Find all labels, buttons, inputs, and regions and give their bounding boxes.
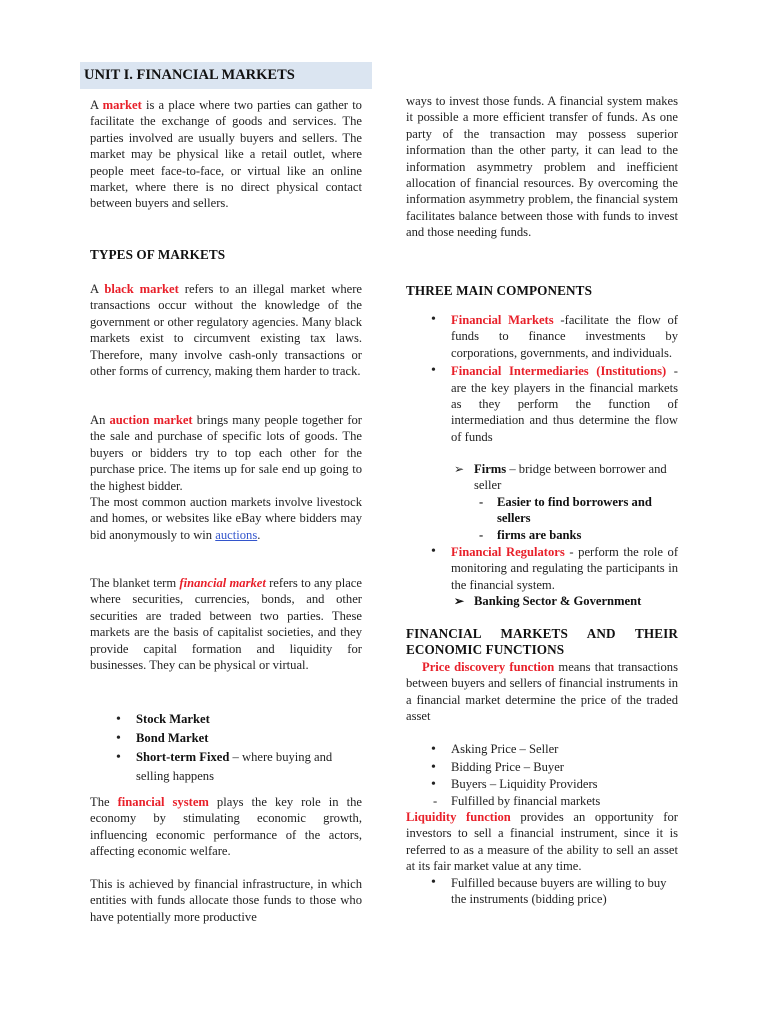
firms-list bbox=[474, 461, 678, 494]
list-item: - Easier to find borrowers and sellers bbox=[497, 494, 678, 527]
term-black-market: black market bbox=[104, 282, 179, 296]
list-item: • Asking Price – Seller bbox=[451, 741, 678, 759]
list-item: • Financial Markets -facilitate the flow of funds to finance investments by corporations, governments, and individuals. bbox=[451, 312, 678, 361]
types-heading: TYPES OF MARKETS bbox=[90, 247, 226, 262]
continuation-paragraph: ways to invest those funds. A financial system makes it possible a more efficient transfer of funds. As one party of the transaction may possess superior information than the other party, it can lead to the information asymmetry problem and inefficient allocation of financial resources. By overcoming the information asymmetry problem, the financial system facilitates balance between those with funds to invest and those needing funds. bbox=[406, 94, 678, 240]
term-financial-intermediaries: Financial Intermediaries (Institutions) bbox=[451, 364, 667, 379]
list-item: - firms are banks bbox=[497, 527, 678, 543]
list-item: • Stock Market bbox=[136, 710, 362, 729]
price-list bbox=[451, 741, 678, 809]
list-item: • Bond Market bbox=[136, 729, 362, 748]
price-discovery-paragraph: Price discovery function means that transactions between buyers and sellers of financial instruments in a financial market determine the price of the traded asset bbox=[406, 660, 678, 724]
list-item: • Financial Regulators - perform the role of monitoring and regulating the participants in the financial system. bbox=[451, 544, 678, 593]
list-item: • Short-term Fixed – where buying and selling happens bbox=[136, 748, 362, 786]
term-financial-regulators: Financial Regulators bbox=[451, 545, 565, 559]
list-item: • Bidding Price – Buyer bbox=[451, 759, 678, 777]
list-item: • Financial Intermediaries (Institutions) - are the key players in the financial markets as they perform the function of intermediation and thus determine the flow of funds bbox=[451, 363, 678, 445]
market-definition: A market is a place where two parties can gather to facilitate the exchange of goods and services. The parties involved are usually buyers and sellers. The market may be physical like a retail outlet, where people meet face-to-face, or virtual like an online market, where there is no direct physical contact between buyers and sellers. bbox=[90, 98, 362, 211]
list-item: • Fulfilled because buyers are willing to buy the instruments (bidding price) bbox=[451, 875, 678, 908]
term-auction-market: auction market bbox=[109, 413, 193, 427]
liquidity-list bbox=[451, 875, 678, 908]
term-liquidity-function: Liquidity function bbox=[406, 810, 511, 824]
black-market-paragraph: A black market refers to an illegal market where transactions occur without the knowledge of the government or other regulatory agencies. Many black markets exist to circumvent existing tax laws. Therefore, many involve cash-only transactions or other forms of currency, making them harder to track. bbox=[90, 282, 362, 379]
list-item: ➢ Banking Sector & Government bbox=[474, 593, 678, 609]
list-item: • Buyers – Liquidity Providers bbox=[451, 776, 678, 794]
auction-market-paragraph: An auction market brings many people together for the sale and purchase of specific lots of goods. The buyers or bidders try to top each other for the purchase price. The items up for sale end up going to the highest bidder. The most common auction markets involve livestock and homes, or websites like eBay where bidders may bid anonymously to win auctions. bbox=[90, 413, 363, 542]
list-item: ➢ Firms – bridge between borrower and seller bbox=[474, 461, 678, 494]
market-list bbox=[136, 710, 362, 786]
unit-title: UNIT I. FINANCIAL MARKETS bbox=[80, 62, 372, 89]
regulators-list bbox=[451, 544, 678, 593]
term-market: market bbox=[102, 98, 142, 112]
banking-list bbox=[474, 593, 678, 609]
functions-heading: FINANCIAL MARKETS AND THEIR ECONOMIC FUNCTIONS bbox=[406, 626, 678, 658]
components-list bbox=[451, 312, 678, 445]
financial-market-paragraph: The blanket term financial market refers to any place where securities, currencies, bonds, and other securities are traded between two parties. These markets are the basis of capitalist societies, and they provide capital formation and liquidity for businesses. They can be physical or virtual. bbox=[90, 576, 362, 673]
financial-system-paragraph: The financial system plays the key role in the economy by stimulating economic growth, influencing economic performance of the actors, affecting economic welfare. bbox=[90, 795, 362, 859]
term-financial-system: financial system bbox=[117, 795, 209, 809]
list-item: - Fulfilled by financial markets bbox=[451, 794, 678, 809]
term-financial-markets: Financial Markets bbox=[451, 313, 554, 327]
auctions-link[interactable]: auctions bbox=[215, 527, 258, 542]
components-heading: THREE MAIN COMPONENTS bbox=[406, 283, 593, 298]
liquidity-paragraph: Liquidity function provides an opportunity for investors to sell a financial instrument, since it is referred to as a measure of the ability to sell an asset at its fair market value at any time. bbox=[406, 810, 678, 874]
term-financial-market: financial market bbox=[179, 576, 266, 590]
term-price-discovery: Price discovery function bbox=[422, 660, 555, 674]
infrastructure-paragraph: This is achieved by financial infrastructure, in which entities with funds allocate those funds to those who have potentially more productive bbox=[90, 877, 362, 924]
firms-sublist bbox=[497, 494, 678, 543]
